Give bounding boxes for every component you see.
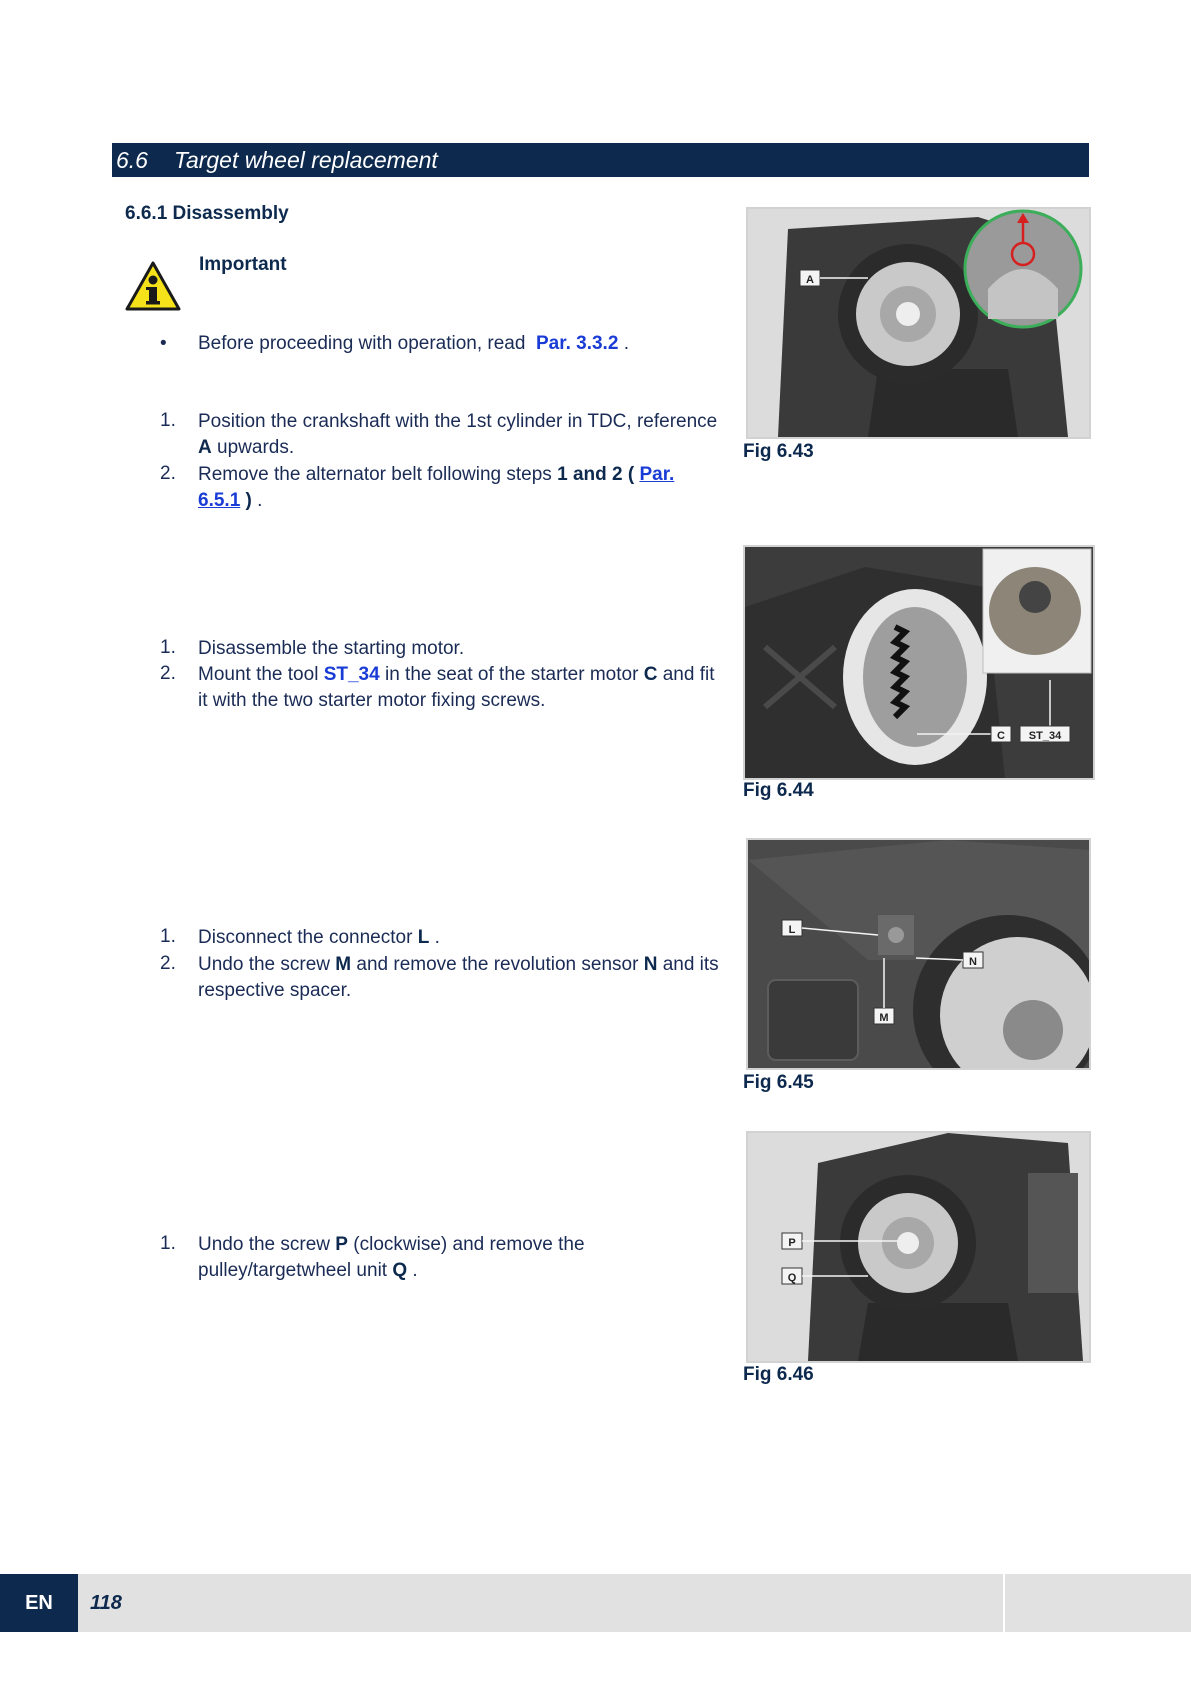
- figure-caption-6-44: Fig 6.44: [743, 780, 814, 801]
- step-text: (clockwise) and remove the pulley/targetwheel unit: [198, 1234, 585, 1281]
- ref-letter-c: C: [643, 664, 658, 685]
- step-number: 1.: [160, 410, 176, 431]
- label-l: L: [788, 924, 796, 936]
- figure-caption-6-46: Fig 6.46: [743, 1364, 814, 1385]
- step-period: .: [434, 927, 440, 948]
- step-1-undo-screw-p: [160, 1232, 720, 1284]
- step-number: 2.: [160, 953, 176, 974]
- step-text: Undo the screw: [198, 1234, 331, 1255]
- step-2-undo-screw-m: [160, 952, 720, 1004]
- ref-letter-p: P: [335, 1234, 348, 1255]
- warning-info-icon: [124, 260, 182, 312]
- step-number: 1.: [160, 1233, 176, 1254]
- step-period: .: [257, 490, 263, 511]
- step-number: 2.: [160, 663, 176, 684]
- label-n: N: [969, 956, 977, 968]
- label-p: P: [788, 1237, 796, 1249]
- label-a: A: [806, 274, 814, 286]
- step-text: and fit it with the two starter motor fixing screws.: [198, 664, 715, 711]
- step-2-remove-belt: [160, 462, 720, 514]
- close-paren: ): [245, 490, 252, 511]
- steps-bold: 1 and 2 (: [557, 464, 635, 485]
- section-header: [112, 143, 1089, 177]
- step-1-disassemble-motor: [160, 636, 720, 662]
- step-text: Remove the alternator belt following steps: [198, 464, 552, 485]
- step-1-disconnect-connector: [160, 925, 720, 951]
- footer-bar: [0, 1574, 1191, 1632]
- ref-letter-a: A: [198, 437, 212, 458]
- label-m: M: [879, 1012, 889, 1024]
- ref-letter-l: L: [417, 927, 430, 948]
- step-text: Disconnect the connector: [198, 927, 413, 948]
- tool-st34-ref: ST_34: [323, 664, 380, 685]
- step-2-mount-tool: [160, 662, 720, 714]
- section-title: Target wheel replacement: [174, 147, 438, 173]
- step-text: Undo the screw: [198, 954, 331, 975]
- footer-language: EN: [0, 1574, 78, 1632]
- par-6-5-1-link[interactable]: Par. 6.5.1: [198, 464, 675, 511]
- subsection-title: 6.6.1 Disassembly: [125, 203, 289, 224]
- figure-6-45: [746, 838, 1091, 1070]
- figure-caption-6-43: Fig 6.43: [743, 441, 814, 462]
- step-text: upwards.: [217, 437, 295, 458]
- important-label: Important: [199, 254, 287, 275]
- label-q: Q: [787, 1272, 797, 1284]
- bullet-text: Before proceeding with operation, read: [198, 333, 526, 354]
- label-c: C: [997, 730, 1005, 742]
- step-number: 1.: [160, 926, 176, 947]
- step-text: and its respective spacer.: [198, 954, 719, 1001]
- ref-letter-n: N: [643, 954, 658, 975]
- label-st34: ST_34: [1028, 730, 1062, 742]
- footer-divider: [1003, 1574, 1005, 1632]
- par-3-3-2-link[interactable]: Par. 3.3.2: [536, 333, 619, 354]
- footer-page-number: 118: [90, 1592, 122, 1614]
- step-number: 2.: [160, 463, 176, 484]
- step-text: Position the crankshaft with the 1st cylinder in TDC, reference: [198, 411, 718, 432]
- ref-letter-m: M: [335, 954, 352, 975]
- bullet-marker: •: [160, 333, 167, 354]
- figure-caption-6-45: Fig 6.45: [743, 1072, 814, 1093]
- step-text: Mount the tool: [198, 664, 319, 685]
- step-text: in the seat of the starter motor: [384, 664, 639, 685]
- bullet-period: .: [623, 333, 629, 354]
- step-text: and remove the revolution sensor: [356, 954, 639, 975]
- step-1-position-crankshaft: [160, 409, 720, 461]
- step-period: .: [412, 1260, 418, 1281]
- figure-6-46: [746, 1131, 1091, 1363]
- step-number: 1.: [160, 637, 176, 658]
- figure-6-44: [743, 545, 1095, 780]
- step-text: Disassemble the starting motor.: [198, 638, 465, 659]
- figure-6-43: [746, 207, 1091, 439]
- section-number: 6.6: [116, 147, 148, 173]
- ref-letter-q: Q: [392, 1260, 408, 1281]
